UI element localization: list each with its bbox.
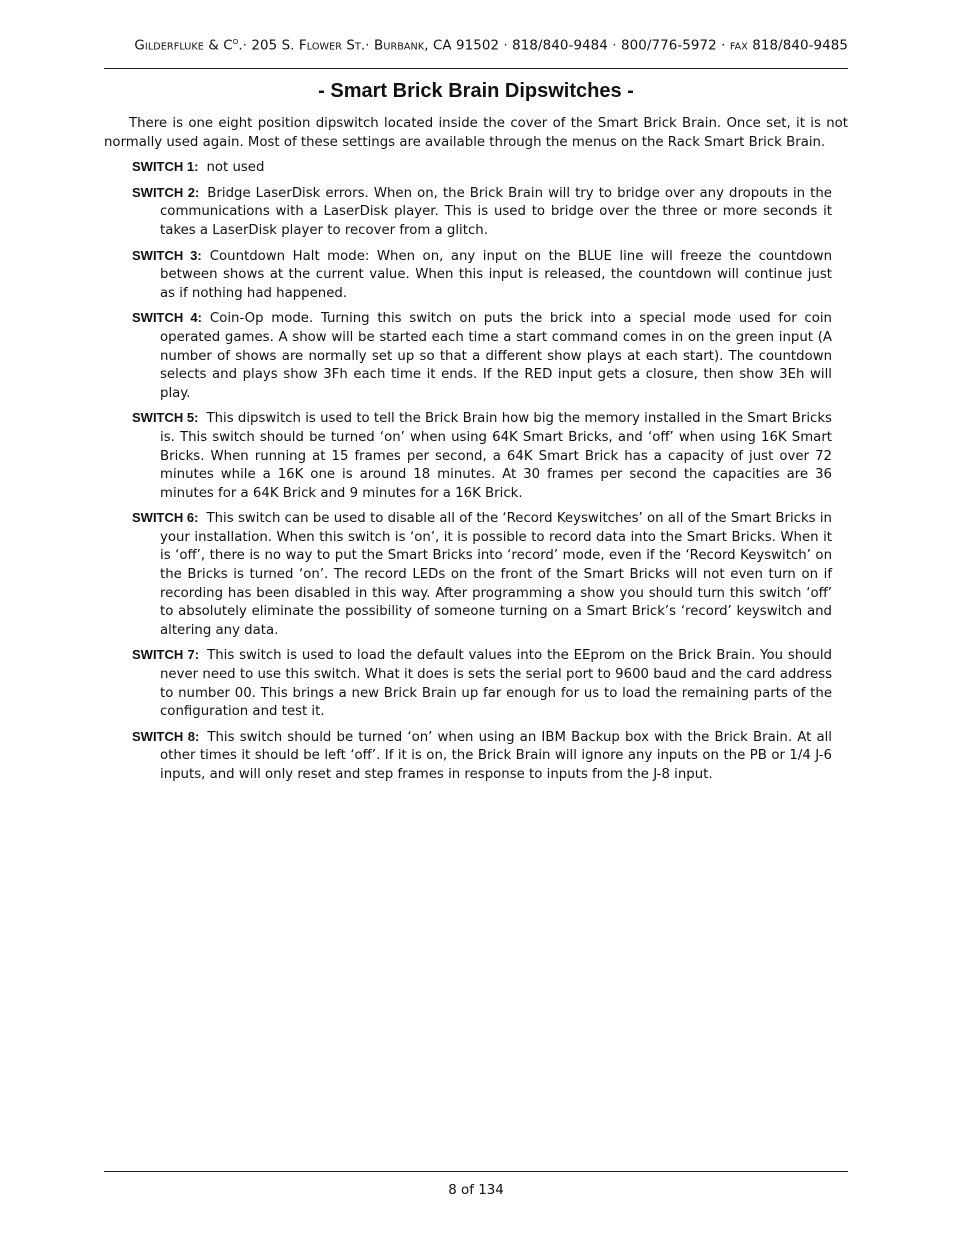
page-number: 8 of 134 [448,1183,504,1198]
switch-6-item [104,509,848,640]
header-st-dot: .· [360,38,375,54]
switch-7-item [104,646,848,721]
header-fax-number: 818/840-9485 [747,38,848,54]
switch-4-item [104,309,848,403]
switch-7-label: SWITCH 7: [132,647,200,663]
header-address-tail: , CA 91502 · 818/840-9484 · 800/776-5972 · [424,38,730,54]
document-body [104,115,848,791]
switch-1-item [104,158,848,178]
header-st-rest: T [354,41,361,53]
switch-6-text: This switch can be used to disable all of the ‘Record Keyswitches’ on all of the Smart Bricks in your installation. When this switch is ‘on’, it is possible to record data into the Smart Bricks. When it is ‘off’, there is no way to put the Smart Bricks into ‘record’ mode, even if the ‘Record Keyswitch’ on the Bricks is turned ‘on’. The record LEDs on the front of the Smart Bricks will not even turn on if recording has been disabled in this way. After programming a show you should turn this switch ‘off’ to absolutely eliminate the possibility of someone turning on a Smart Brick’s ‘record’ keyswitch and altering any data. [160,511,832,638]
switch-3-label: SWITCH 3: [132,247,202,263]
switch-5-item [104,409,848,503]
switch-2-label: SWITCH 2: [132,184,200,200]
header-company-rest: ILDERFLUKE [144,41,204,53]
page-header [104,38,848,53]
switch-1-label: SWITCH 1: [132,159,199,175]
switch-6-label: SWITCH 6: [132,510,199,526]
switch-2-item [104,184,848,241]
switch-3-text: Countdown Halt mode: When on, any input on the BLUE line will freeze the countdown between shows at the current value. When this input is released, the countdown will continue just as if nothing had happened. [160,248,832,301]
header-fax-label: FAX [729,41,748,53]
switch-8-text: This switch should be turned ‘on’ when using an IBM Backup box with the Brick Brain. At all other times it should be left ‘off’. If it is on, the Brick Brain will ignore any inputs on the PB or 1/4 J-6 inputs, and will only reset and step frames in response to inputs from the J-8 input. [160,729,832,782]
header-st-initial: S [342,38,355,54]
page-title: - Smart Brick Brain Dipswitches - [318,80,634,102]
switch-8-item [104,728,848,785]
switch-7-text: This switch is used to load the default values into the EEprom on the Brick Brain. You should never need to use this switch. What it does is sets the serial port to 9600 baud and the card address to number 00. This brings a new Brick Brain up far enough for us to load the remaining parts of the configuration and test it. [160,648,832,720]
switch-5-text: This dipswitch is used to tell the Brick Brain how big the memory installed in the Smart Bricks is. This switch should be turned ‘on’ when using 64K Smart Bricks, and ‘off’ when using 16K Smart Bricks. When running at 15 frames per second, a 64K Smart Brick has a capacity of just over 72 minutes while a 16K one is around 18 minutes. At 30 frames per second the capacities are 36 minutes for a 64K Brick and 9 minutes for a 16K Brick. [160,411,832,501]
header-company-initial: G [134,38,145,54]
switch-4-label: SWITCH 4: [132,310,202,326]
footer-rule [104,1171,848,1172]
switch-4-text: Coin-Op mode. Turning this switch on puts the brick into a special mode used for coin operated games. A show will be started each time a start command comes in on the green input (A number of shows are normally set up so that a different show plays at each start). The countdown selects and plays show 3Fh each time it ends. If the RED input gets a closure, then show 3Eh will play. [160,311,832,401]
header-amp: & C [203,38,233,54]
header-co-suffix: O [232,38,239,46]
switch-3-item [104,247,848,304]
header-street-initial: F [298,38,307,54]
header-street-rest: LOWER [306,41,343,53]
switch-1-text: not used [206,160,265,176]
switch-5-label: SWITCH 5: [132,410,199,426]
header-separator: .· 205 S. [238,38,299,54]
switch-2-text: Bridge LaserDisk errors. When on, the Brick Brain will try to bridge over any dropouts in the communications with a LaserDisk player. This is used to bridge over the three or more seconds it takes a LaserDisk player to recover from a glitch. [160,185,832,238]
header-rule [104,68,848,69]
header-city-initial: B [374,38,384,54]
switch-8-label: SWITCH 8: [132,728,200,744]
header-city-rest: URBANK [383,41,425,53]
intro-paragraph: There is one eight position dipswitch located inside the cover of the Smart Brick Brain. Once set, it is not normally used again. Most of these settings are available through the menus on the Rack Smart Brick Brain. [104,116,848,150]
